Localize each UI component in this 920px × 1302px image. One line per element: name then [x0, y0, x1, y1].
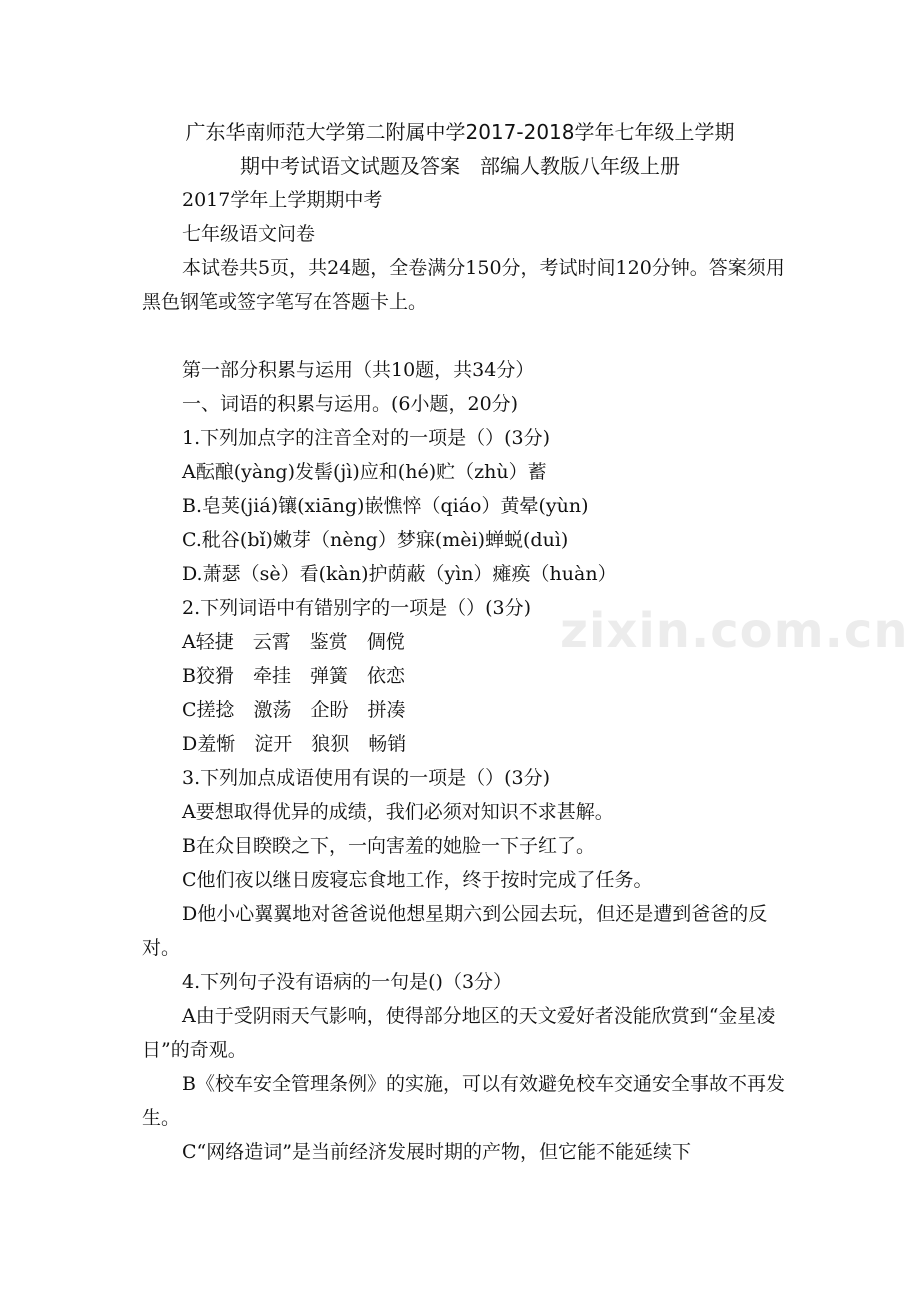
section-heading: 第一部分积累与运用（共10题，共34分） — [182, 359, 535, 381]
question-1-option-c: C.秕谷(bǐ)嫩芽（nèng）梦寐(mèi)蝉蜕(duì) — [182, 529, 569, 551]
question-2-option-d: D羞惭 淀开 狼狈 畅销 — [182, 733, 407, 755]
question-2-option-c: C搓捻 激荡 企盼 拼凑 — [182, 699, 406, 721]
question-2-option-a: A轻捷 云霄 鉴赏 倜傥 — [182, 631, 405, 653]
question-2-option-b: B狡猾 牵挂 弹簧 依恋 — [182, 665, 405, 687]
question-3-option-c: C他们夜以继日废寝忘食地工作，终于按时完成了任务。 — [182, 869, 653, 891]
question-4-option-c: C“网络造词”是当前经济发展时期的产物，但它能不能延续下 — [182, 1141, 691, 1163]
question-3: 3.下列加点成语使用有误的一项是（）(3分) — [182, 767, 551, 789]
question-4: 4.下列句子没有语病的一句是()（3分） — [182, 971, 513, 993]
document-title-line2: 期中考试语文试题及答案 部编人教版八年级上册 — [240, 154, 680, 178]
document-body — [142, 183, 792, 1169]
blank-line — [142, 319, 792, 353]
exam-header: 2017学年上学期期中考 — [182, 189, 383, 211]
watermark: zixin.com.cn — [560, 603, 909, 659]
question-3-option-a: A要想取得优异的成绩，我们必须对知识不求甚解。 — [182, 801, 614, 823]
question-4-option-b: B《校车安全管理条例》的实施，可以有效避免校车交通安全事故不再发生。 — [142, 1073, 785, 1129]
document-title-line1: 广东华南师范大学第二附属中学2017-2018学年七年级上学期 — [185, 120, 735, 144]
question-1-option-a: A酝酿(yàng)发髻(jì)应和(hé)贮（zhù）蓄 — [182, 461, 547, 483]
subsection-heading: 一、词语的积累与运用。(6小题，20分) — [182, 393, 519, 415]
question-2: 2.下列词语中有错别字的一项是（）(3分) — [182, 597, 532, 619]
exam-instructions: 本试卷共5页，共24题，全卷满分150分，考试时间120分钟。答案须用黑色钢笔或签字笔写在答题卡上。 — [142, 257, 785, 313]
question-3-option-d: D他小心翼翼地对爸爸说他想星期六到公园去玩，但还是遭到爸爸的反对。 — [142, 903, 768, 959]
exam-subtitle: 七年级语文问卷 — [182, 223, 316, 245]
question-1: 1.下列加点字的注音全对的一项是（）(3分) — [182, 427, 551, 449]
question-4-option-a: A由于受阴雨天气影响，使得部分地区的天文爱好者没能欣赏到“金星凌日”的奇观。 — [142, 1005, 776, 1061]
question-1-option-b: B.皂荚(jiá)镶(xiāng)嵌憔悴（qiáo）黄晕(yùn) — [182, 495, 589, 517]
question-1-option-d: D.萧瑟（sè）看(kàn)护荫蔽（yìn）瘫痪（huàn） — [182, 563, 617, 585]
question-3-option-b: B在众目睽睽之下，一向害羞的她脸一下子红了。 — [182, 835, 595, 857]
